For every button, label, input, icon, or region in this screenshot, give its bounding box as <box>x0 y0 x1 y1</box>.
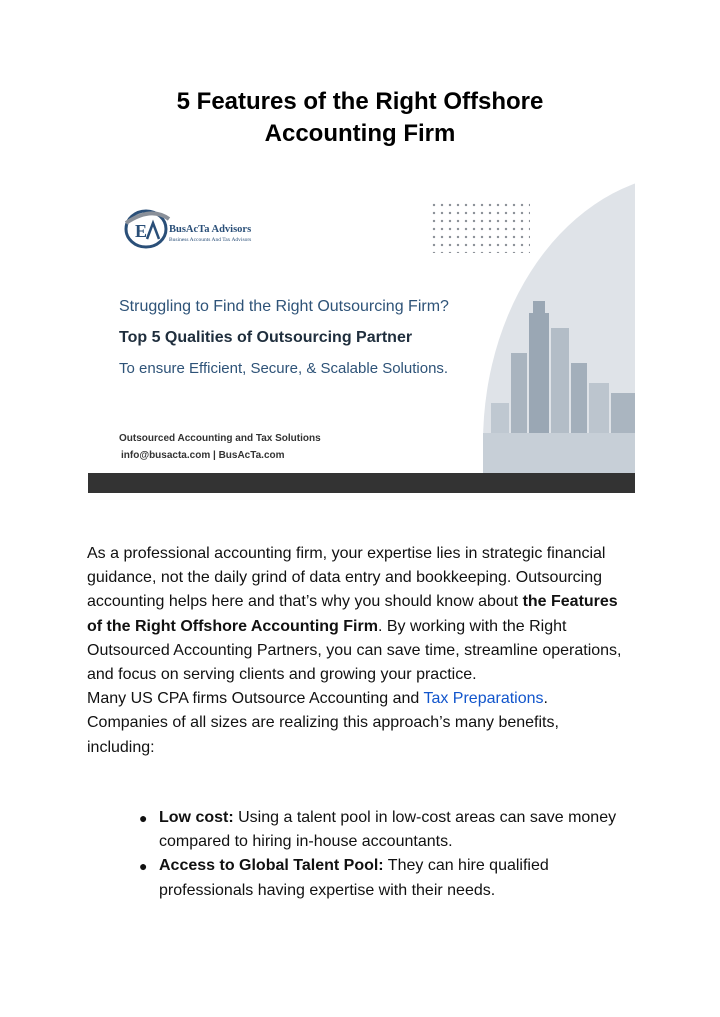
intro-p1-text: As a professional accounting firm, your expertise lies in strategic financial guidance, not the daily grind of data entry and bookkeeping. Outsourcing accounting helps here and that’s why you should know about <box>87 545 606 611</box>
title-line-2: Accounting Firm <box>264 120 456 147</box>
intro-text <box>87 542 627 760</box>
bullet-icon: ● <box>139 810 148 826</box>
page-title <box>0 86 720 150</box>
svg-text:E: E <box>135 221 148 241</box>
banner-service-line: Outsourced Accounting and Tax Solutions <box>119 433 321 444</box>
list-item <box>87 806 627 854</box>
bullet-text: Using a talent pool in low-cost areas can save money compared to hiring in-house accountants. <box>159 809 617 851</box>
logo-tagline: Business Accounts And Tax Advisors <box>169 237 252 243</box>
promo-banner-image <box>88 183 635 493</box>
banner-headline: Struggling to Find the Right Outsourcing Firm? <box>119 298 449 315</box>
intro-p1-bold: the Features of the Right Offshore Accounting Firm <box>87 593 618 635</box>
title-line-1: 5 Features of the Right Offshore <box>176 88 544 115</box>
bullet-text: They can hire qualified professionals having expertise with their needs. <box>159 857 549 899</box>
bullet-label: Access to Global Talent Pool: <box>159 857 384 875</box>
benefits-list <box>87 806 627 903</box>
list-item <box>87 854 627 902</box>
tax-preparations-link[interactable]: Tax Preparations <box>423 690 544 708</box>
intro-paragraph-1 <box>87 542 627 687</box>
banner-subheadline: Top 5 Qualities of Outsourcing Partner <box>119 329 413 346</box>
banner-bottom-bar <box>88 473 635 493</box>
city-skyline-illustration <box>483 283 635 473</box>
intro-paragraph-2 <box>87 687 627 760</box>
banner-tagline: To ensure Efficient, Secure, & Scalable Solutions. <box>119 360 449 377</box>
bullet-icon: ● <box>139 858 148 875</box>
bullet-label: Low cost: <box>159 809 234 826</box>
intro-p1-text-end: . By working with the Right Outsourced Accounting Partners, you can save time, streamline operations, and focus on serving clients and growing your practice. <box>87 617 622 684</box>
banner-contact-line: info@busacta.com | BusAcTa.com <box>121 450 285 461</box>
dot-grid-decoration <box>430 201 530 253</box>
intro-p2-text-end: . Companies of all sizes are realizing this approach’s many benefits, including: <box>87 690 559 756</box>
intro-p2-text: Many US CPA firms Outsource Accounting and <box>87 690 424 708</box>
logo-name: BusAcTa Advisors <box>169 224 252 235</box>
